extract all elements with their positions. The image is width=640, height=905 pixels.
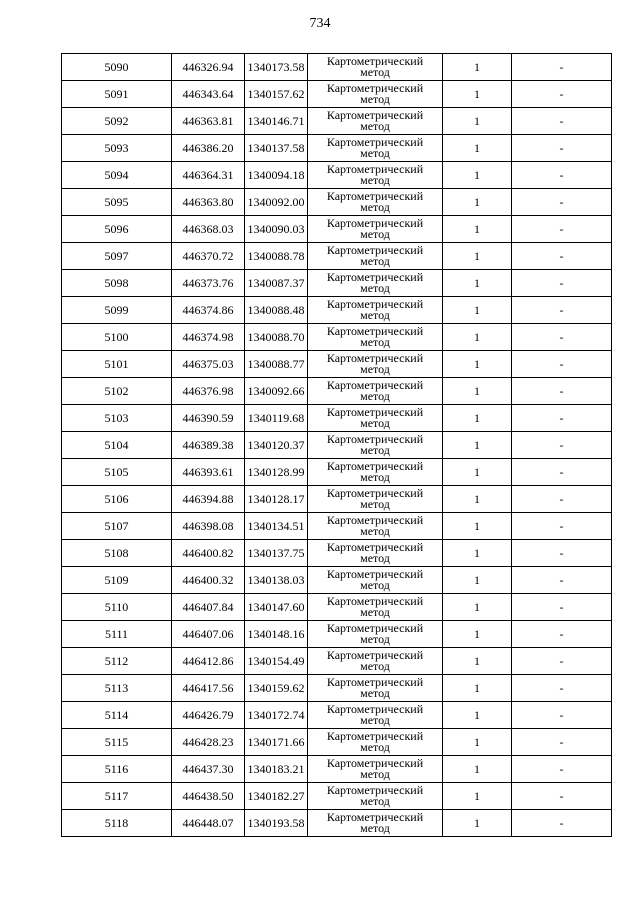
accuracy-cell: 1: [443, 729, 512, 756]
method-label-line1: Картометрический: [326, 486, 424, 500]
note-cell: -: [512, 621, 612, 648]
method-label-line1: Картометрический: [326, 432, 424, 446]
table-row: [62, 540, 612, 567]
y-coordinate-cell: 1340137.58: [245, 135, 308, 162]
point-number-cell: 5112: [62, 648, 172, 675]
accuracy-cell: 1: [443, 324, 512, 351]
page-number: 734: [309, 16, 331, 31]
x-coordinate-cell: 446438.50: [172, 783, 245, 810]
method-label-line1: Картометрический: [326, 756, 424, 770]
method-cell: [308, 297, 443, 324]
method-label-line1: Картометрический: [326, 243, 424, 257]
method-label-line1: Картометрический: [326, 351, 424, 365]
y-coordinate-cell: 1340172.74: [245, 702, 308, 729]
method-label-line1: Картометрический: [326, 108, 424, 122]
y-coordinate-cell: 1340183.21: [245, 756, 308, 783]
table-row: [62, 378, 612, 405]
x-coordinate-cell: 446368.03: [172, 216, 245, 243]
y-coordinate-cell: 1340173.58: [245, 54, 308, 81]
method-label-line2: метод: [360, 281, 390, 295]
y-coordinate-cell: 1340092.00: [245, 189, 308, 216]
table-row: [62, 405, 612, 432]
method-cell: [308, 756, 443, 783]
table-row: [62, 135, 612, 162]
table-row: [62, 567, 612, 594]
point-number-cell: 5116: [62, 756, 172, 783]
point-number-cell: 5104: [62, 432, 172, 459]
method-label-line1: Картометрический: [326, 162, 424, 176]
accuracy-cell: 1: [443, 459, 512, 486]
y-coordinate-cell: 1340182.27: [245, 783, 308, 810]
method-cell: [308, 216, 443, 243]
table-row: [62, 351, 612, 378]
table-row: [62, 702, 612, 729]
method-label-line1: Картометрический: [326, 216, 424, 230]
method-label-line2: метод: [360, 686, 390, 700]
table-row: [62, 297, 612, 324]
method-label-line2: метод: [360, 146, 390, 160]
table-row: [62, 810, 612, 837]
point-number-cell: 5113: [62, 675, 172, 702]
method-cell: [308, 486, 443, 513]
note-cell: -: [512, 513, 612, 540]
accuracy-cell: 1: [443, 675, 512, 702]
y-coordinate-cell: 1340154.49: [245, 648, 308, 675]
y-coordinate-cell: 1340193.58: [245, 810, 308, 837]
y-coordinate-cell: 1340119.68: [245, 405, 308, 432]
x-coordinate-cell: 446417.56: [172, 675, 245, 702]
accuracy-cell: 1: [443, 621, 512, 648]
table-row: [62, 81, 612, 108]
note-cell: -: [512, 81, 612, 108]
method-label-line1: Картометрический: [326, 810, 424, 824]
table-row: [62, 513, 612, 540]
note-cell: -: [512, 729, 612, 756]
accuracy-cell: 1: [443, 135, 512, 162]
method-cell: [308, 243, 443, 270]
coordinates-table-body: [62, 54, 612, 837]
y-coordinate-cell: 1340146.71: [245, 108, 308, 135]
y-coordinate-cell: 1340088.70: [245, 324, 308, 351]
method-label-line2: метод: [360, 821, 390, 835]
method-cell: [308, 459, 443, 486]
method-cell: [308, 162, 443, 189]
point-number-cell: 5117: [62, 783, 172, 810]
method-cell: [308, 540, 443, 567]
method-label-line2: метод: [360, 92, 390, 106]
accuracy-cell: 1: [443, 594, 512, 621]
method-label-line2: метод: [360, 497, 390, 511]
accuracy-cell: 1: [443, 702, 512, 729]
accuracy-cell: 1: [443, 540, 512, 567]
method-label-line1: Картометрический: [326, 513, 424, 527]
note-cell: -: [512, 702, 612, 729]
accuracy-cell: 1: [443, 162, 512, 189]
x-coordinate-cell: 446437.30: [172, 756, 245, 783]
method-label-line2: метод: [360, 173, 390, 187]
note-cell: -: [512, 270, 612, 297]
table-row: [62, 324, 612, 351]
method-label-line1: Картометрический: [326, 729, 424, 743]
method-label-line2: метод: [360, 254, 390, 268]
table-row: [62, 54, 612, 81]
point-number-cell: 5110: [62, 594, 172, 621]
y-coordinate-cell: 1340159.62: [245, 675, 308, 702]
accuracy-cell: 1: [443, 351, 512, 378]
accuracy-cell: 1: [443, 648, 512, 675]
x-coordinate-cell: 446407.84: [172, 594, 245, 621]
point-number-cell: 5105: [62, 459, 172, 486]
method-cell: [308, 702, 443, 729]
y-coordinate-cell: 1340171.66: [245, 729, 308, 756]
note-cell: -: [512, 648, 612, 675]
method-label-line2: метод: [360, 308, 390, 322]
table-row: [62, 756, 612, 783]
accuracy-cell: 1: [443, 486, 512, 513]
x-coordinate-cell: 446386.20: [172, 135, 245, 162]
table-row: [62, 648, 612, 675]
method-cell: [308, 324, 443, 351]
method-label-line1: Картометрический: [326, 702, 424, 716]
point-number-cell: 5106: [62, 486, 172, 513]
method-label-line1: Картометрический: [326, 783, 424, 797]
x-coordinate-cell: 446326.94: [172, 54, 245, 81]
x-coordinate-cell: 446373.76: [172, 270, 245, 297]
method-cell: [308, 648, 443, 675]
method-cell: [308, 729, 443, 756]
method-label-line1: Картометрический: [326, 189, 424, 203]
note-cell: -: [512, 189, 612, 216]
table-row: [62, 486, 612, 513]
x-coordinate-cell: 446393.61: [172, 459, 245, 486]
accuracy-cell: 1: [443, 189, 512, 216]
method-label-line2: метод: [360, 551, 390, 565]
point-number-cell: 5092: [62, 108, 172, 135]
method-cell: [308, 405, 443, 432]
accuracy-cell: 1: [443, 756, 512, 783]
y-coordinate-cell: 1340088.48: [245, 297, 308, 324]
y-coordinate-cell: 1340148.16: [245, 621, 308, 648]
table-row: [62, 216, 612, 243]
x-coordinate-cell: 446400.32: [172, 567, 245, 594]
x-coordinate-cell: 446448.07: [172, 810, 245, 837]
y-coordinate-cell: 1340138.03: [245, 567, 308, 594]
note-cell: -: [512, 405, 612, 432]
note-cell: -: [512, 459, 612, 486]
x-coordinate-cell: 446370.72: [172, 243, 245, 270]
x-coordinate-cell: 446343.64: [172, 81, 245, 108]
note-cell: -: [512, 54, 612, 81]
x-coordinate-cell: 446363.81: [172, 108, 245, 135]
x-coordinate-cell: 446374.86: [172, 297, 245, 324]
accuracy-cell: 1: [443, 54, 512, 81]
x-coordinate-cell: 446389.38: [172, 432, 245, 459]
method-label-line1: Картометрический: [326, 567, 424, 581]
method-label-line2: метод: [360, 443, 390, 457]
method-label-line2: метод: [360, 470, 390, 484]
point-number-cell: 5091: [62, 81, 172, 108]
method-cell: [308, 594, 443, 621]
accuracy-cell: 1: [443, 297, 512, 324]
point-number-cell: 5109: [62, 567, 172, 594]
y-coordinate-cell: 1340134.51: [245, 513, 308, 540]
y-coordinate-cell: 1340088.78: [245, 243, 308, 270]
y-coordinate-cell: 1340094.18: [245, 162, 308, 189]
point-number-cell: 5095: [62, 189, 172, 216]
x-coordinate-cell: 446374.98: [172, 324, 245, 351]
x-coordinate-cell: 446400.82: [172, 540, 245, 567]
point-number-cell: 5098: [62, 270, 172, 297]
note-cell: -: [512, 351, 612, 378]
note-cell: -: [512, 783, 612, 810]
accuracy-cell: 1: [443, 81, 512, 108]
method-cell: [308, 189, 443, 216]
accuracy-cell: 1: [443, 270, 512, 297]
table-row: [62, 243, 612, 270]
method-cell: [308, 378, 443, 405]
note-cell: -: [512, 108, 612, 135]
table-row: [62, 162, 612, 189]
method-cell: [308, 513, 443, 540]
point-number-cell: 5100: [62, 324, 172, 351]
y-coordinate-cell: 1340157.62: [245, 81, 308, 108]
point-number-cell: 5115: [62, 729, 172, 756]
x-coordinate-cell: 446407.06: [172, 621, 245, 648]
accuracy-cell: 1: [443, 810, 512, 837]
method-label-line1: Картометрический: [326, 621, 424, 635]
note-cell: -: [512, 675, 612, 702]
point-number-cell: 5094: [62, 162, 172, 189]
accuracy-cell: 1: [443, 405, 512, 432]
point-number-cell: 5103: [62, 405, 172, 432]
method-cell: [308, 351, 443, 378]
method-label-line2: метод: [360, 335, 390, 349]
method-label-line2: метод: [360, 794, 390, 808]
y-coordinate-cell: 1340128.17: [245, 486, 308, 513]
accuracy-cell: 1: [443, 108, 512, 135]
x-coordinate-cell: 446394.88: [172, 486, 245, 513]
point-number-cell: 5097: [62, 243, 172, 270]
method-label-line2: метод: [360, 605, 390, 619]
method-label-line2: метод: [360, 227, 390, 241]
note-cell: -: [512, 243, 612, 270]
accuracy-cell: 1: [443, 216, 512, 243]
note-cell: -: [512, 432, 612, 459]
point-number-cell: 5099: [62, 297, 172, 324]
method-label-line2: метод: [360, 362, 390, 376]
y-coordinate-cell: 1340120.37: [245, 432, 308, 459]
method-label-line1: Картометрический: [326, 540, 424, 554]
method-cell: [308, 675, 443, 702]
method-label-line2: метод: [360, 578, 390, 592]
method-cell: [308, 108, 443, 135]
note-cell: -: [512, 567, 612, 594]
point-number-cell: 5107: [62, 513, 172, 540]
point-number-cell: 5093: [62, 135, 172, 162]
table-row: [62, 621, 612, 648]
method-label-line2: метод: [360, 767, 390, 781]
accuracy-cell: 1: [443, 378, 512, 405]
method-cell: [308, 621, 443, 648]
note-cell: -: [512, 378, 612, 405]
point-number-cell: 5108: [62, 540, 172, 567]
table-row: [62, 189, 612, 216]
method-label-line2: метод: [360, 119, 390, 133]
table-row: [62, 459, 612, 486]
note-cell: -: [512, 486, 612, 513]
note-cell: -: [512, 756, 612, 783]
table-row: [62, 270, 612, 297]
table-row: [62, 432, 612, 459]
note-cell: -: [512, 162, 612, 189]
note-cell: -: [512, 810, 612, 837]
method-label-line1: Картометрический: [326, 297, 424, 311]
method-label-line2: метод: [360, 65, 390, 79]
method-label-line2: метод: [360, 200, 390, 214]
method-label-line2: метод: [360, 416, 390, 430]
coordinates-table: [61, 53, 612, 837]
method-label-line2: метод: [360, 524, 390, 538]
accuracy-cell: 1: [443, 243, 512, 270]
table-row: [62, 729, 612, 756]
x-coordinate-cell: 446398.08: [172, 513, 245, 540]
method-cell: [308, 783, 443, 810]
x-coordinate-cell: 446428.23: [172, 729, 245, 756]
point-number-cell: 5114: [62, 702, 172, 729]
accuracy-cell: 1: [443, 783, 512, 810]
note-cell: -: [512, 540, 612, 567]
y-coordinate-cell: 1340088.77: [245, 351, 308, 378]
x-coordinate-cell: 446390.59: [172, 405, 245, 432]
x-coordinate-cell: 446363.80: [172, 189, 245, 216]
x-coordinate-cell: 446376.98: [172, 378, 245, 405]
accuracy-cell: 1: [443, 567, 512, 594]
table-row: [62, 675, 612, 702]
x-coordinate-cell: 446426.79: [172, 702, 245, 729]
x-coordinate-cell: 446412.86: [172, 648, 245, 675]
method-label-line1: Картометрический: [326, 594, 424, 608]
accuracy-cell: 1: [443, 513, 512, 540]
method-cell: [308, 81, 443, 108]
y-coordinate-cell: 1340092.66: [245, 378, 308, 405]
point-number-cell: 5102: [62, 378, 172, 405]
point-number-cell: 5101: [62, 351, 172, 378]
point-number-cell: 5111: [62, 621, 172, 648]
method-label-line1: Картометрический: [326, 459, 424, 473]
method-cell: [308, 270, 443, 297]
note-cell: -: [512, 297, 612, 324]
note-cell: -: [512, 135, 612, 162]
method-label-line1: Картометрический: [326, 405, 424, 419]
y-coordinate-cell: 1340087.37: [245, 270, 308, 297]
method-cell: [308, 567, 443, 594]
method-label-line2: метод: [360, 389, 390, 403]
table-row: [62, 108, 612, 135]
table-row: [62, 783, 612, 810]
method-label-line2: метод: [360, 740, 390, 754]
y-coordinate-cell: 1340128.99: [245, 459, 308, 486]
method-cell: [308, 810, 443, 837]
method-label-line1: Картометрический: [326, 324, 424, 338]
method-cell: [308, 135, 443, 162]
method-label-line2: метод: [360, 659, 390, 673]
y-coordinate-cell: 1340090.03: [245, 216, 308, 243]
point-number-cell: 5090: [62, 54, 172, 81]
method-label-line2: метод: [360, 713, 390, 727]
note-cell: -: [512, 324, 612, 351]
note-cell: -: [512, 216, 612, 243]
y-coordinate-cell: 1340137.75: [245, 540, 308, 567]
point-number-cell: 5118: [62, 810, 172, 837]
method-label-line1: Картометрический: [326, 378, 424, 392]
x-coordinate-cell: 446375.03: [172, 351, 245, 378]
method-label-line2: метод: [360, 632, 390, 646]
x-coordinate-cell: 446364.31: [172, 162, 245, 189]
y-coordinate-cell: 1340147.60: [245, 594, 308, 621]
point-number-cell: 5096: [62, 216, 172, 243]
method-label-line1: Картометрический: [326, 54, 424, 68]
accuracy-cell: 1: [443, 432, 512, 459]
method-label-line1: Картометрический: [326, 81, 424, 95]
table-row: [62, 594, 612, 621]
method-label-line1: Картометрический: [326, 675, 424, 689]
method-label-line1: Картометрический: [326, 648, 424, 662]
note-cell: -: [512, 594, 612, 621]
method-label-line1: Картометрический: [326, 135, 424, 149]
method-cell: [308, 432, 443, 459]
method-label-line1: Картометрический: [326, 270, 424, 284]
method-cell: [308, 54, 443, 81]
